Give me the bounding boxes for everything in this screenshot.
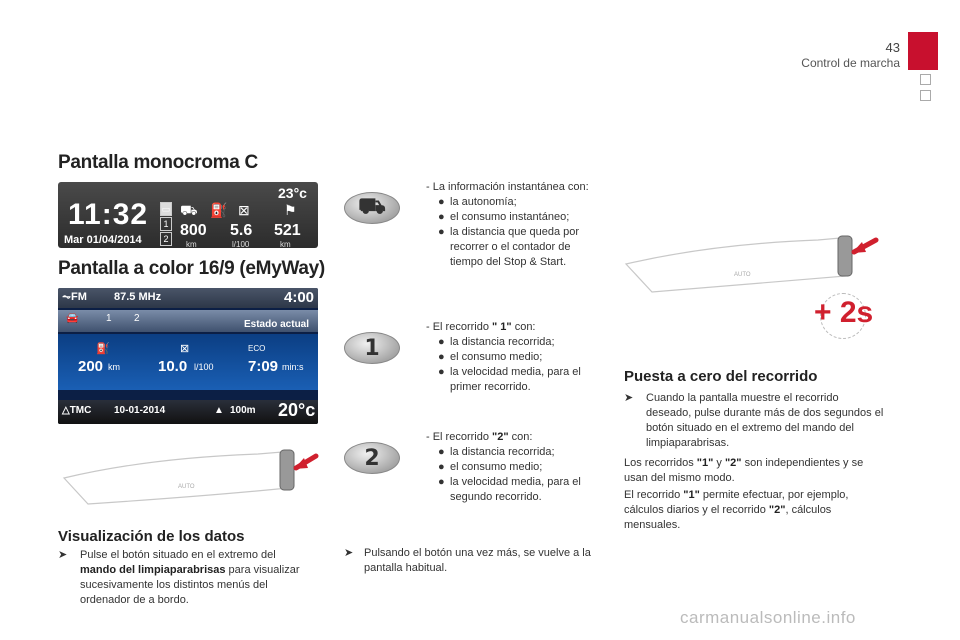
nav-arrow-icon: ▲	[214, 405, 224, 416]
color-date: 10-01-2014	[114, 405, 166, 416]
color-value-range: 200	[78, 358, 104, 375]
mono-tab-car-icon: ▭	[161, 204, 171, 214]
mono-date: Mar 01/04/2014	[64, 234, 142, 246]
trip-2-button-icon: 2	[344, 442, 400, 474]
mono-value-consumption: 5.6	[230, 222, 253, 239]
watermark: carmanualsonline.info	[680, 608, 856, 627]
list-item: ● la distancia recorrida;	[438, 336, 555, 348]
section-tab-marker	[908, 32, 938, 70]
plus-2s-label: + 2s	[814, 296, 874, 329]
reset-step: ➤ Cuando la pantalla muestre el recorrido deseado, pulse durante más de dos segundos el botón situado en el extremo del mando del limpiaparabrisas.	[624, 392, 884, 449]
consumption-icon: ⊠	[180, 343, 190, 355]
color-time: 4:00	[284, 289, 315, 306]
warning-triangle-icon: △	[62, 405, 70, 416]
tab-square	[920, 74, 931, 85]
list-item: ● el consumo instantáneo;	[438, 211, 570, 223]
reset-paragraph-2: El recorrido "1" permite efectuar, por ejemplo, cálculos diarios y el recorrido "2", cálculos mensuales.	[624, 489, 849, 531]
list-item: ● la autonomía;	[438, 196, 517, 208]
radio-frequency: 87.5 MHz	[114, 291, 162, 303]
list-item: ● la distancia recorrida;	[438, 446, 555, 458]
step-arrow-icon: ➤	[344, 547, 354, 559]
title-color: Pantalla a color 16/9 (eMyWay)	[58, 258, 325, 279]
section-title: Control de marcha	[801, 56, 900, 70]
color-tab-2: 2	[134, 313, 140, 324]
list-item: ● la velocidad media, para el primer recorrido.	[438, 366, 581, 393]
svg-text:AUTO: AUTO	[178, 484, 195, 490]
wiper-stalk-illustration-right	[622, 216, 882, 300]
color-temp: 20°c	[278, 400, 316, 420]
trip-2-block	[426, 430, 606, 505]
color-value-time: 7:09	[248, 358, 279, 375]
wiper-stalk-illustration-left	[58, 432, 320, 512]
reset-paragraph-1: Los recorridos "1" y "2" son independientes y se usan del mismo modo.	[624, 457, 864, 484]
color-tab-1: 1	[106, 313, 112, 324]
visualizacion-paragraph: ➤ Pulse el botón situado en el extremo del mando del limpiaparabrisas para visualizar sucesivamente los distintos menús del ordenador de a bordo.	[58, 549, 300, 606]
color-unit-1: km	[108, 362, 120, 372]
list-item: ● la velocidad media, para el segundo recorrido.	[438, 476, 581, 503]
step-arrow-icon: ➤	[58, 549, 68, 561]
checkered-flag-icon: ⚑	[284, 202, 297, 218]
mono-value-range: 800	[180, 222, 207, 239]
mono-clock: 11:32	[68, 198, 149, 231]
list-item: ● el consumo medio;	[438, 461, 543, 473]
mono-unit-1: km	[186, 240, 197, 248]
mono-unit-2: l/100	[232, 240, 250, 248]
radio-band: ⏦FM	[62, 291, 87, 303]
instant-lead: - La información instantánea con:	[426, 181, 589, 193]
signal-icon: ⏦	[62, 291, 71, 303]
title-visualizacion: Visualización de los datos	[58, 528, 245, 545]
eco-label: ECO	[248, 344, 266, 353]
nav-distance: 100m	[230, 405, 256, 416]
mono-trip-tabs	[160, 202, 172, 246]
svg-text:AUTO: AUTO	[734, 272, 751, 278]
mono-display	[58, 182, 318, 248]
mono-tab-1: 1	[160, 217, 172, 231]
color-topbar	[58, 288, 318, 308]
color-value-consumption: 10.0	[158, 358, 188, 375]
car-icon: 🚘	[66, 313, 79, 324]
mono-temp: 23°c	[278, 185, 307, 201]
mono-tab-2: 2	[160, 232, 172, 246]
trip-2-lead: - El recorrido "2" con:	[426, 431, 533, 443]
consumption-icon: ⊠	[238, 202, 250, 218]
tmc-label: △TMC	[62, 405, 92, 416]
list-item: ● la distancia que queda por recorrer o el contador de tiempo del Stop & Start.	[438, 226, 580, 268]
mono-unit-3: km	[280, 240, 291, 248]
instant-info-block	[426, 180, 606, 270]
trip-1-lead: - El recorrido " 1" con:	[426, 321, 536, 333]
color-unit-3: min:s	[282, 362, 304, 372]
list-item: ● el consumo medio;	[438, 351, 543, 363]
tab-square	[920, 90, 931, 101]
title-puesta-a-cero: Puesta a cero del recorrido	[624, 368, 818, 385]
estado-actual-label: Estado actual	[244, 319, 310, 330]
title-mono: Pantalla monocroma C	[58, 152, 258, 173]
pulsando-paragraph: ➤ Pulsando el botón una vez más, se vuelve a la pantalla habitual.	[344, 547, 591, 574]
fuel-pump-icon: ⛽	[210, 202, 228, 218]
color-display	[58, 288, 318, 424]
fuel-pump-icon: ⛽	[96, 343, 110, 355]
color-unit-2: l/100	[194, 362, 214, 372]
trip-1-button-icon: 1	[344, 332, 400, 364]
page-number: 43	[885, 40, 900, 55]
info-instant-button-icon: ⛟	[344, 192, 400, 224]
trip-1-block	[426, 320, 606, 395]
car-range-icon: ⛟	[180, 202, 198, 218]
step-arrow-icon: ➤	[624, 392, 634, 404]
mono-value-distance: 521	[274, 222, 301, 239]
